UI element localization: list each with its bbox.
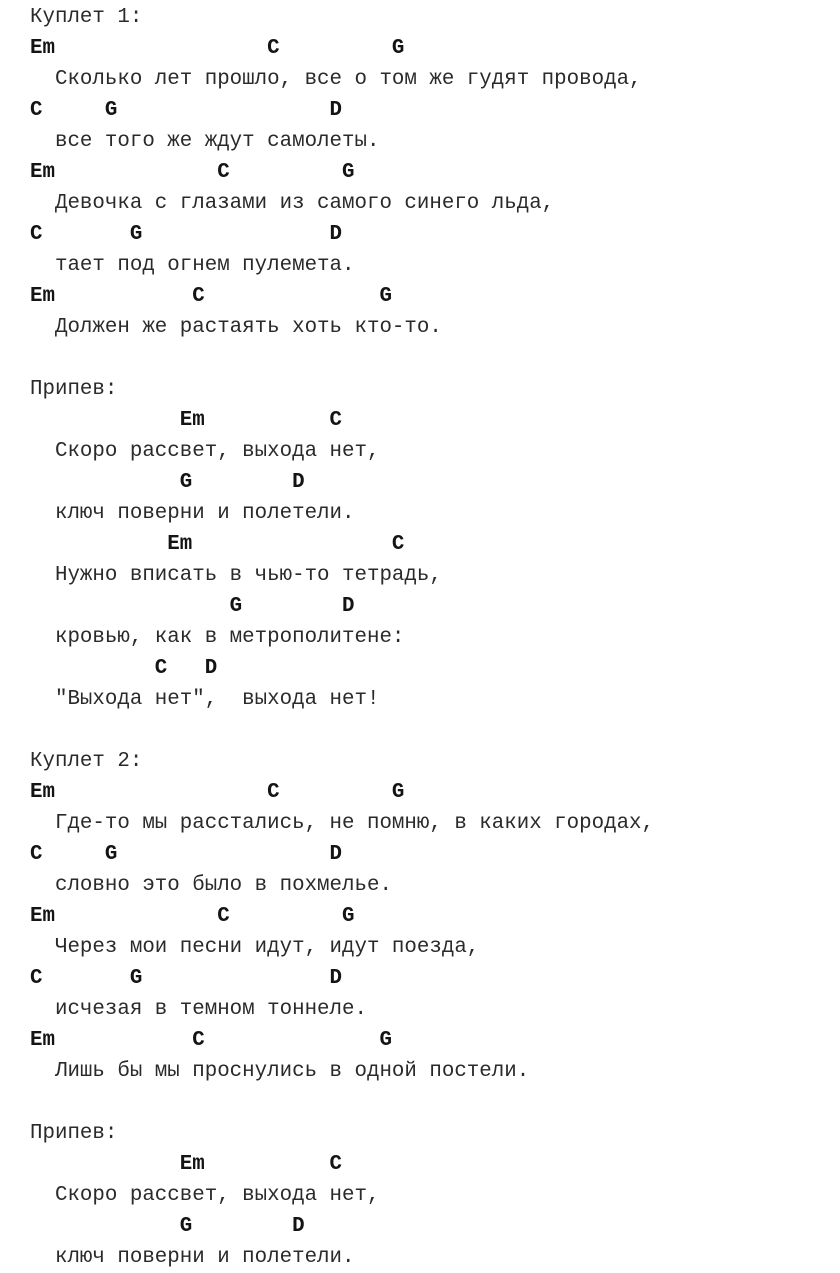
chord-line: Em C G xyxy=(30,285,392,308)
lyric-line: Должен же растаять хоть кто-то. xyxy=(30,316,442,339)
chord-line: G D xyxy=(30,471,305,494)
lyric-line: Через мои песни идут, идут поезда, xyxy=(30,936,480,959)
section-heading-verse-2: Куплет 2: xyxy=(30,750,143,773)
chord-line: G D xyxy=(30,1215,305,1238)
lyric-line: Нужно вписать в чью-то тетрадь, xyxy=(30,564,442,587)
chord-line: C G D xyxy=(30,967,343,990)
blank-line xyxy=(30,343,830,374)
chord-line: Em C G xyxy=(30,161,355,184)
lyric-line: кровью, как в метрополитене: xyxy=(30,626,405,649)
blank-line xyxy=(30,1087,830,1118)
lyric-line: Лишь бы мы проснулись в одной постели. xyxy=(30,1060,530,1083)
chord-line: Em C G xyxy=(30,781,405,804)
lyric-line: ключ поверни и полетели. xyxy=(30,1246,355,1269)
chord-line: Em C xyxy=(30,1153,343,1176)
chord-line: Em C G xyxy=(30,905,355,928)
section-heading-chorus: Припев: xyxy=(30,1122,118,1145)
lyric-line: ключ поверни и полетели. xyxy=(30,502,355,525)
blank-line xyxy=(30,715,830,746)
section-heading-chorus: Припев: xyxy=(30,378,118,401)
lyric-line: Где-то мы расстались, не помню, в каких городах, xyxy=(30,812,655,835)
lyric-line: все того же ждут самолеты. xyxy=(30,130,380,153)
song-sheet xyxy=(30,2,830,1273)
lyric-line: тает под огнем пулемета. xyxy=(30,254,355,277)
chord-line: Em C xyxy=(30,533,405,556)
section-heading-verse-1: Куплет 1: xyxy=(30,6,143,29)
chord-line: Em C xyxy=(30,409,343,432)
chord-line: C G D xyxy=(30,99,343,122)
lyric-line: Девочка с глазами из самого синего льда, xyxy=(30,192,555,215)
chord-line: G D xyxy=(30,595,355,618)
chord-line: C G D xyxy=(30,223,343,246)
chord-line: C D xyxy=(30,657,218,680)
lyric-line: Скоро рассвет, выхода нет, xyxy=(30,1184,380,1207)
lyric-line: Сколько лет прошло, все о том же гудят провода, xyxy=(30,68,642,91)
lyric-line: словно это было в похмелье. xyxy=(30,874,392,897)
chord-line: C G D xyxy=(30,843,343,866)
lyric-line: "Выхода нет", выхода нет! xyxy=(30,688,380,711)
lyric-line: исчезая в темном тоннеле. xyxy=(30,998,367,1021)
lyric-line: Скоро рассвет, выхода нет, xyxy=(30,440,380,463)
chord-line: Em C G xyxy=(30,37,405,60)
chord-line: Em C G xyxy=(30,1029,392,1052)
